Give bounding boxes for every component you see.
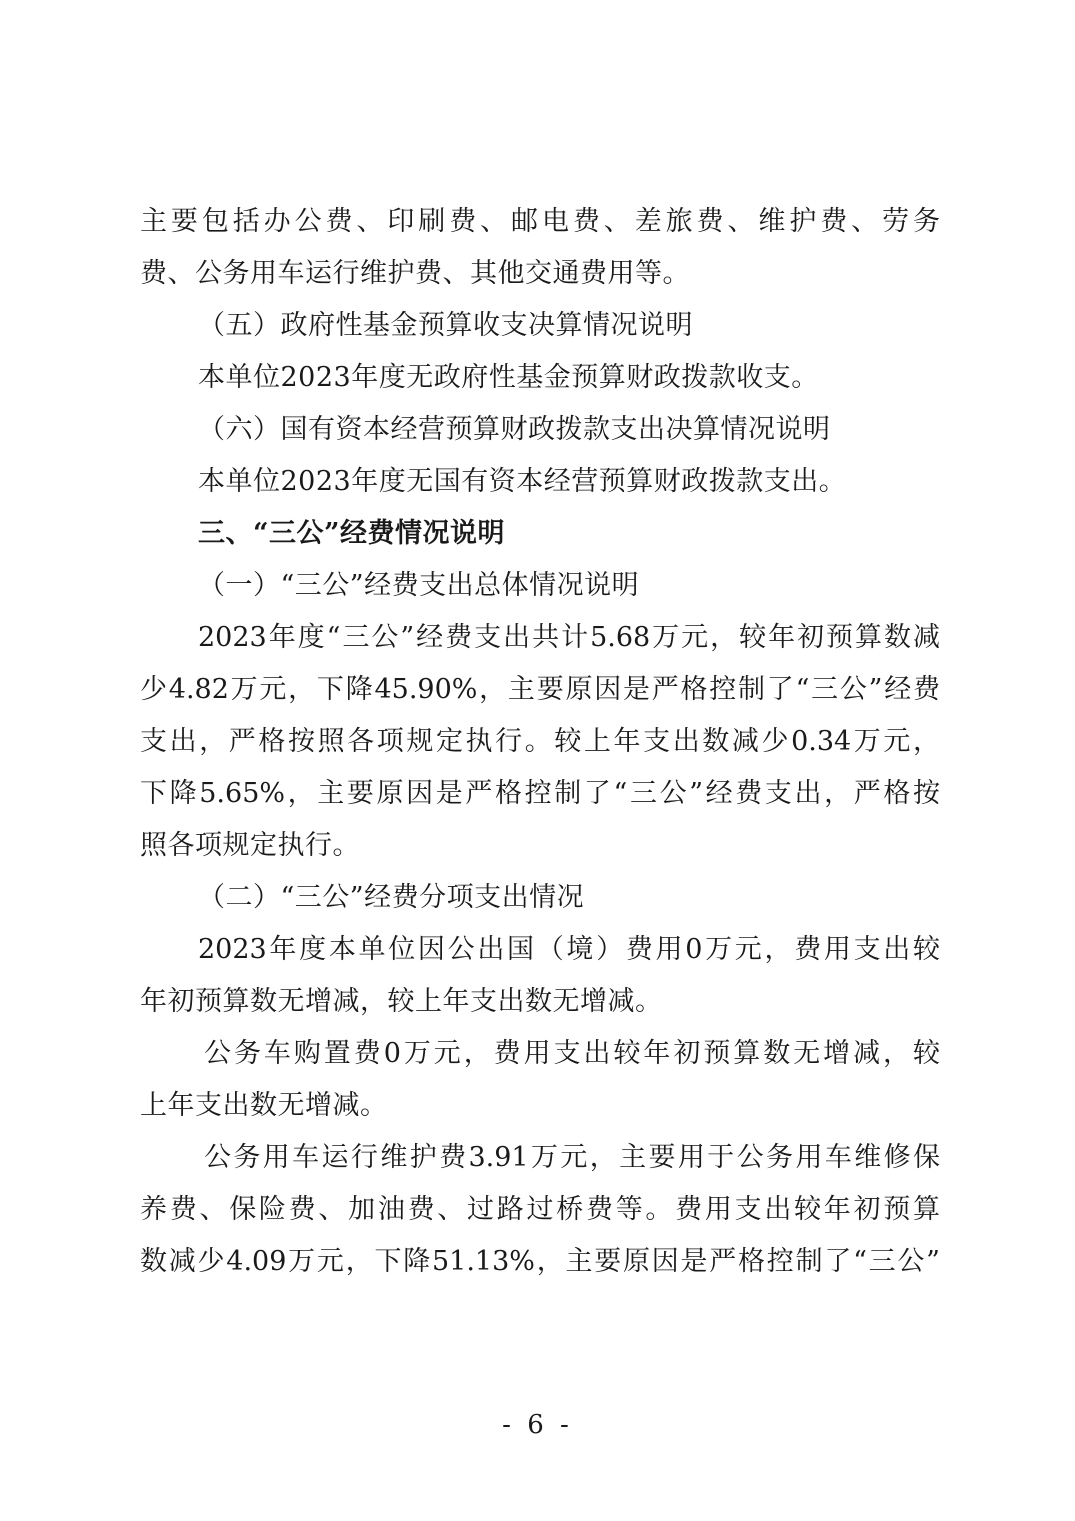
paragraph-line: 支出，严格按照各项规定执行。较上年支出数减少0.34万元， [140,726,940,757]
page-number: - 6 - [502,1410,573,1440]
paragraph-line: 养费、保险费、加油费、过路过桥费等。费用支出较年初预算 [140,1194,940,1225]
section-heading-1: （一）“三公”经费支出总体情况说明 [198,570,640,601]
section-heading-6: （六）国有资本经营预算财政拨款支出决算情况说明 [198,414,831,445]
paragraph-line: 年初预算数无增减，较上年支出数无增减。 [140,986,663,1017]
chapter-heading-3: 三、“三公”经费情况说明 [198,518,506,549]
paragraph-line: 费、公务用车运行维护费、其他交通费用等。 [140,258,690,289]
body-text [140,196,940,1288]
paragraph-line: 照各项规定执行。 [140,830,360,861]
section-heading-2: （二）“三公”经费分项支出情况 [198,882,585,913]
paragraph-line: 数减少4.09万元，下降51.13%，主要原因是严格控制了“三公” [140,1246,940,1277]
paragraph-line: 2023年度本单位因公出国（境）费用0万元，费用支出较 [198,934,940,965]
section-heading-5: （五）政府性基金预算收支决算情况说明 [198,310,693,341]
paragraph-line: 本单位2023年度无政府性基金预算财政拨款收支。 [198,362,819,393]
paragraph-line: 2023年度“三公”经费支出共计5.68万元，较年初预算数减 [198,622,940,653]
paragraph-line: 本单位2023年度无国有资本经营预算财政拨款支出。 [198,466,847,497]
paragraph-line: 主要包括办公费、印刷费、邮电费、差旅费、维护费、劳务 [140,206,940,237]
paragraph-line: 公务用车运行维护费3.91万元，主要用于公务用车维修保 [204,1142,940,1173]
paragraph-line: 上年支出数无增减。 [140,1090,388,1121]
paragraph-line: 公务车购置费0万元，费用支出较年初预算数无增减，较 [204,1038,940,1069]
paragraph-line: 少4.82万元，下降45.90%，主要原因是严格控制了“三公”经费 [140,674,940,705]
paragraph-line: 下降5.65%，主要原因是严格控制了“三公”经费支出，严格按 [140,778,940,809]
